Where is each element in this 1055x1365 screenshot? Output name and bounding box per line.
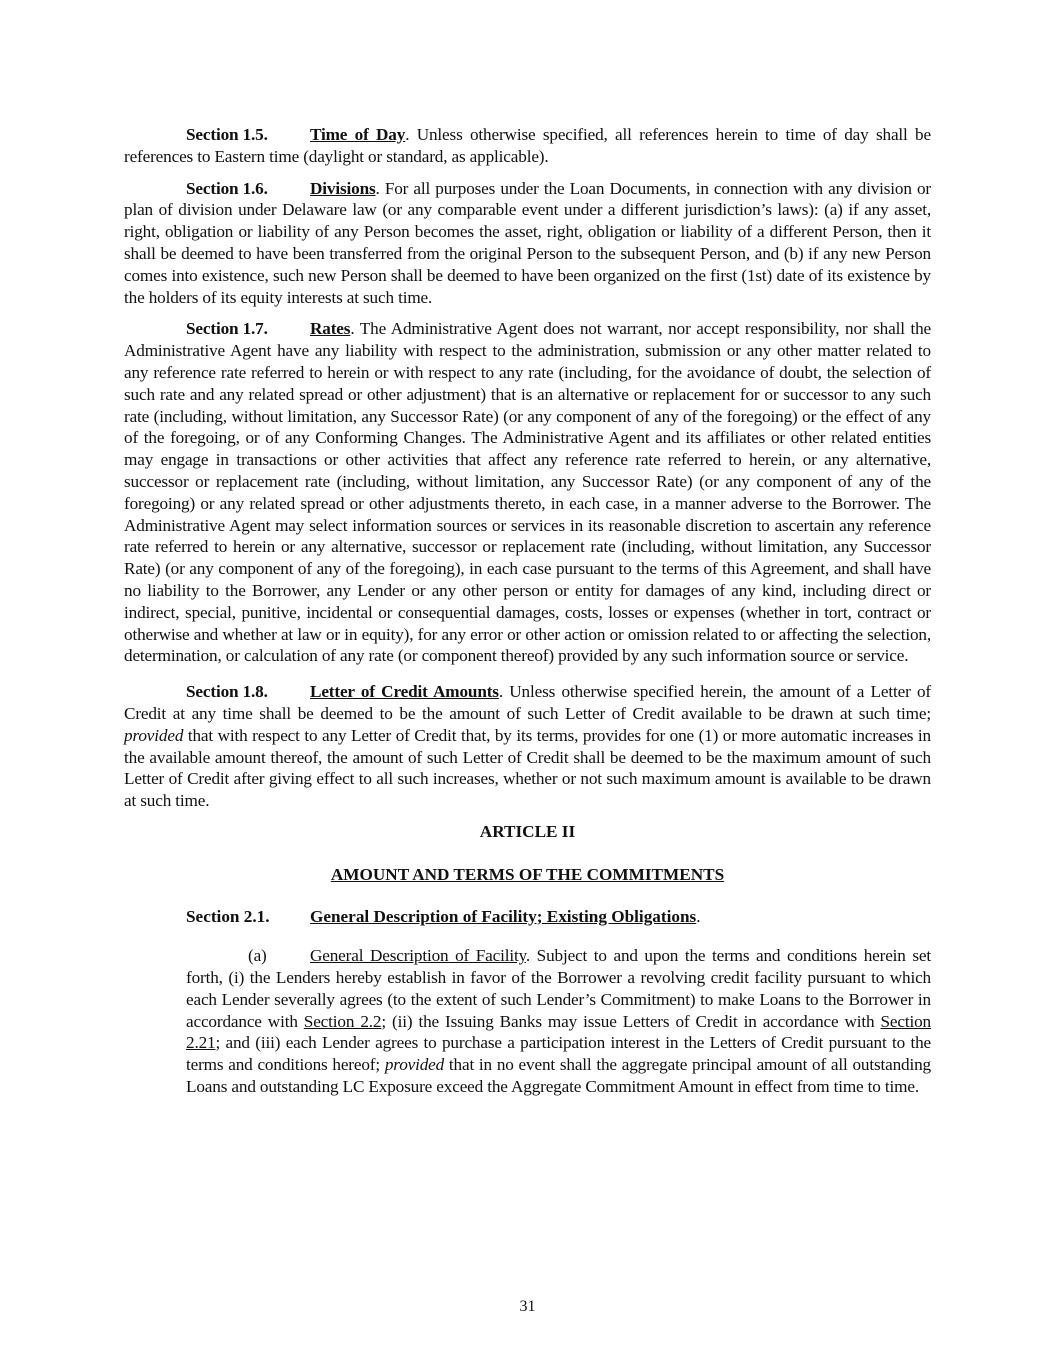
subsection-text: ; (ii) the Issuing Banks may issue Letters of Credit in accordance with (381, 1011, 881, 1031)
subsection-text: . Subject to and upon the terms and conditions herein set forth, (i) the Lenders hereby establish in favor of the Borrower a revolving credit facility pursuant to which each Lender severally agrees (to the extent of such Lender’s Commitment) to make Loans to the Borrower in accordance with (186, 946, 931, 1031)
article-title: AMOUNT AND TERMS OF THE COMMITMENTS (330, 864, 725, 884)
subsection-text: ; and (iii) each Lender agrees to purchase a participation interest in the Letters of Credit pursuant to the terms and conditions hereof; (186, 1033, 931, 1075)
subsection-label: (a) (248, 946, 267, 966)
section-1-8 (124, 681, 931, 812)
section-number: Section 1.6. (186, 178, 268, 198)
section-period: . (696, 906, 701, 926)
cross-reference-link[interactable]: Section 2.2 (303, 1011, 382, 1031)
section-title: Divisions (310, 178, 376, 198)
subsection-a (186, 945, 931, 1098)
section-title: Rates (310, 319, 351, 339)
section-body: . For all purposes under the Loan Documents, in connection with any division or plan of division under Delaware law (or any comparable event under a different jurisdiction’s laws): (a) if any asset, right, obligation or liability of any Person becomes the asset, right, obligation or liability of a different Person, then it shall be deemed to have been transferred from the original Person to the subsequent Person, and (b) if any new Person comes into existence, such new Person shall be deemed to have been organized on the first (1st) date of its existence by the holders of its equity interests at such time. (124, 178, 931, 307)
section-1-7 (124, 318, 931, 667)
section-body: . The Administrative Agent does not warrant, nor accept responsibility, nor shall the Administrative Agent have any liability with respect to the administration, submission or any other matter related to any reference rate referred to herein or with respect to any rate (including, for the avoidance of doubt, the selection of such rate and any related spread or other adjustment) that is an alternative or replacement for or successor to any such rate (including, without limitation, any Successor Rate) (or any component of any of the foregoing) or the effect of any of the foregoing, or of any Conforming Changes. The Administrative Agent and its affiliates or other related entities may engage in transactions or other activities that affect any reference rate referred to herein, or any alternative, successor or replacement rate (including, without limitation, any Successor Rate) (or any component of any of the foregoing) or any related spread or other adjustments thereto, in each case, in a manner adverse to the Borrower. The Administrative Agent may select information sources or services in its reasonable discretion to ascertain any reference rate referred to herein or any alternative, successor or replacement rate (including, without limitation, any Successor Rate) (or any component of any of the foregoing), in each case pursuant to the terms of this Agreement, and shall have no liability to the Borrower, any Lender or any other person or entity for damages of any kind, including direct or indirect, special, punitive, incidental or consequential damages, costs, losses or expenses (whether in tort, contract or otherwise and whether at law or in equity), for any error or other action or omission related to or affecting the selection, determination, or calculation of any rate (or component thereof) provided by any such information source or service. (124, 319, 931, 666)
section-body-cont: that with respect to any Letter of Credit that, by its terms, provides for one (1) or more automatic increases in the available amount thereof, the amount of such Letter of Credit shall be deemed to be the maximum amount of such Letter of Credit after giving effect to all such increases, whether or not such maximum amount is available to be drawn at such time. (124, 725, 931, 811)
section-number: Section 2.1. (186, 906, 270, 926)
section-body: . Unless otherwise specified herein, the amount of a Letter of Credit at any time shall be deemed to be the amount of such Letter of Credit available to be drawn at such time; (124, 682, 931, 723)
section-number: Section 1.7. (186, 319, 268, 339)
section-title: Time of Day (310, 125, 406, 144)
section-1-6 (124, 178, 931, 309)
section-2-1-heading (124, 906, 931, 928)
page-number: 31 (519, 1298, 536, 1315)
document-page (124, 124, 931, 1098)
article-label: ARTICLE II (479, 821, 576, 841)
subsection-title: General Description of Facility (310, 946, 526, 966)
section-title: Letter of Credit Amounts (310, 682, 499, 702)
section-body: . Unless otherwise specified, all references herein to time of day shall be references to Eastern time (daylight or standard, as applicable). (124, 125, 931, 166)
provided-italic: provided (124, 725, 184, 745)
subsection-text: that in no event shall the aggregate principal amount of all outstanding Loans and outstanding LC Exposure exceed the Aggregate Commitment Amount in effect from time to time. (186, 1055, 932, 1097)
section-title: General Description of Facility; Existing Obligations (310, 906, 697, 926)
section-number: Section 1.8. (186, 682, 268, 702)
section-number: Section 1.5. (186, 125, 268, 144)
cross-reference-link[interactable]: Section 2.21 (186, 1011, 932, 1053)
provided-italic: provided (384, 1055, 445, 1075)
section-1-5 (124, 124, 931, 168)
